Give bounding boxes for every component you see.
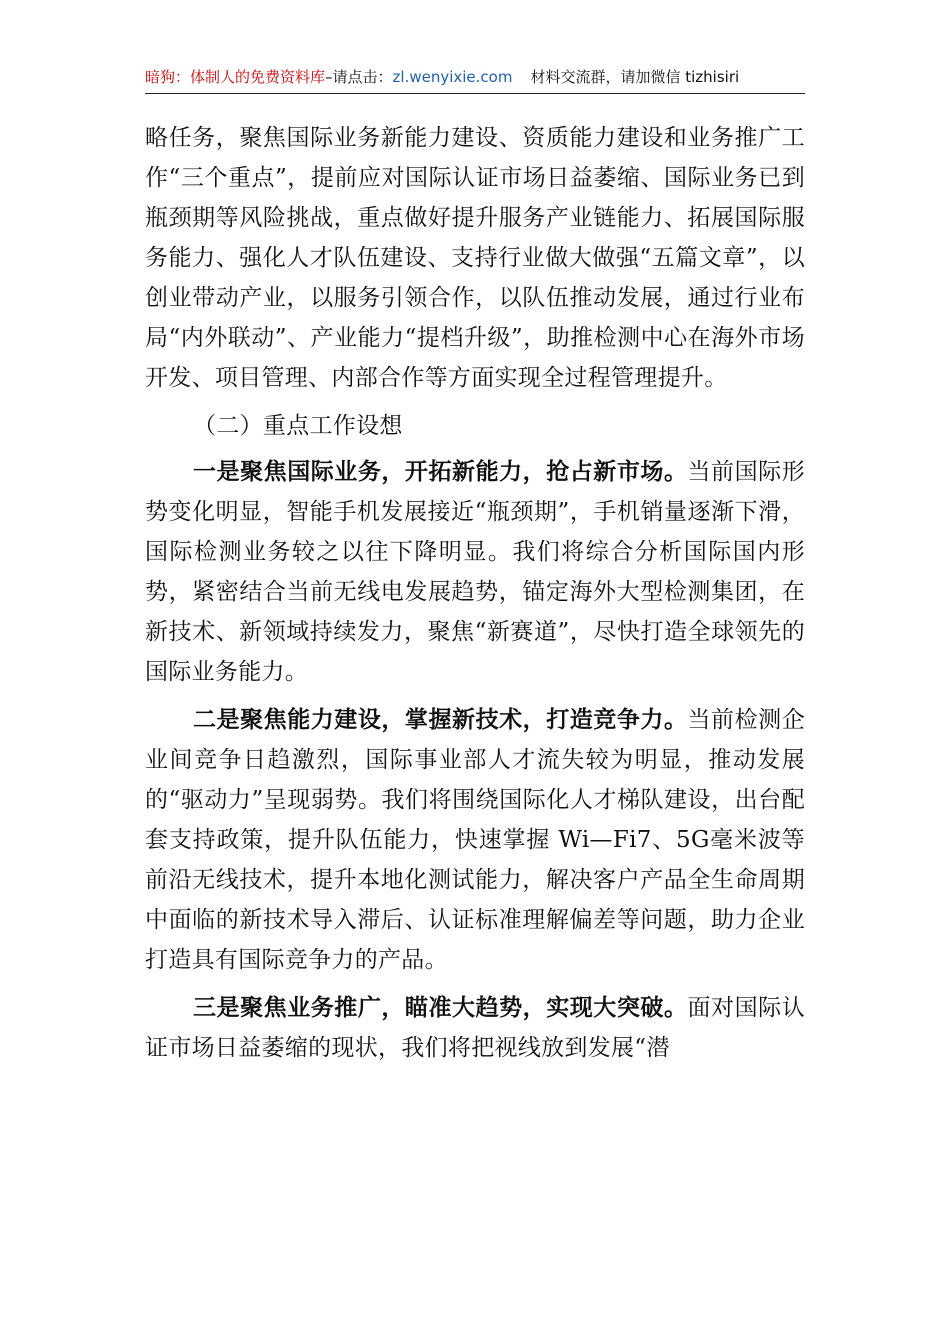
header-site-name: 暗狗：体制人的免费资料库 (145, 68, 326, 86)
paragraph-item-3 (145, 988, 805, 1068)
paragraph-item-1 (145, 452, 805, 692)
page-header (145, 66, 805, 88)
header-link[interactable]: zl.wenyixie.com (392, 68, 513, 86)
header-click-prompt: –请点击： (325, 68, 393, 86)
header-divider (145, 93, 805, 94)
header-wechat-note: 材料交流群，请加微信 tizhisiri (530, 68, 740, 86)
item-3-lead: 三是聚焦业务推广，瞄准大趋势，实现大突破。 (193, 994, 688, 1021)
item-3-text: 面对国际认证市场日益萎缩的现状，我们将把视线放到发展“潜 (145, 995, 805, 1061)
section-subheading: （二）重点工作设想 (193, 413, 403, 439)
item-1-lead: 一是聚焦国际业务，开拓新能力，抢占新市场。 (193, 458, 688, 485)
item-1-text: 当前国际形势变化明显，智能手机发展接近“瓶颈期”，手机销量逐渐下滑，国际检测业务较之以往下降明显。我们将综合分析国际国内形势，紧密结合当前无线电发展趋势，锚定海外大型检测集团，在新技术、新领域持续发力，聚焦“新赛道”，尽快打造全球领先的国际业务能力。 (145, 459, 805, 685)
document-body (145, 118, 805, 1068)
paragraph-continuation: 略任务，聚焦国际业务新能力建设、资质能力建设和业务推广工作“三个重点”，提前应对国际认证市场日益萎缩、国际业务已到瓶颈期等风险挑战，重点做好提升服务产业链能力、拓展国际服务能力、强化人才队伍建设、支持行业做大做强“五篇文章”，以创业带动产业，以服务引领合作，以队伍推动发展，通过行业布局“内外联动”、产业能力“提档升级”，助推检测中心在海外市场开发、项目管理、内部合作等方面实现全过程管理提升。 (145, 125, 805, 391)
item-2-text: 当前检测企业间竞争日趋激烈，国际事业部人才流失较为明显，推动发展的“驱动力”呈现弱势。我们将围绕国际化人才梯队建设，出台配套支持政策，提升队伍能力，快速掌握 Wi—Fi7、5G毫米波等前沿无线技术，提升本地化测试能力，解决客户产品全生命周期中面临的新技术导入滞后、认证标准理解偏差等问题，助力企业打造具有国际竞争力的产品。 (145, 707, 805, 973)
paragraph-item-2 (145, 700, 805, 980)
item-2-lead: 二是聚焦能力建设，掌握新技术，打造竞争力。 (193, 706, 688, 733)
